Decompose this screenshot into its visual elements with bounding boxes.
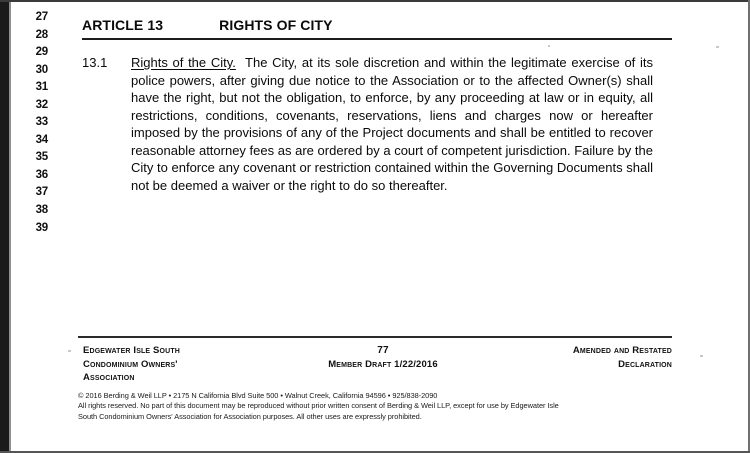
footer-association-name	[83, 344, 283, 385]
copyright-notice	[78, 391, 678, 422]
line-number-gutter	[16, 9, 48, 237]
section-run-in-heading: Rights of the City.	[131, 55, 236, 70]
footer-association-line: Condominium Owners'	[83, 358, 178, 370]
scan-speckle	[700, 355, 703, 357]
line-number: 37	[35, 186, 48, 199]
footer-divider-rule	[78, 336, 672, 338]
footer-document-title-line: Declaration	[618, 358, 672, 370]
heading-divider-rule	[82, 38, 672, 40]
line-number: 36	[35, 168, 48, 181]
footer-document-title-line: Amended and Restated	[572, 345, 672, 356]
line-number: 39	[35, 221, 48, 234]
footer-association-line: Association	[83, 372, 135, 383]
footer-page-number: 77	[377, 345, 389, 356]
scan-edge-top	[0, 0, 750, 2]
line-number: 33	[35, 116, 48, 129]
line-number: 29	[35, 46, 48, 59]
footer-block	[78, 344, 672, 388]
section-body	[131, 54, 653, 194]
scan-speckle	[68, 350, 71, 352]
article-label: ARTICLE 13	[82, 17, 164, 33]
copyright-line: All rights reserved. No part of this document may be reproduced without prior written consent of Berding & Weil LLP, except for use by Edgewater Isle	[78, 401, 559, 411]
scan-speckle	[716, 46, 719, 48]
line-number: 34	[35, 133, 48, 146]
section-number: 13.1	[82, 55, 108, 70]
line-number: 38	[35, 204, 48, 217]
footer-draft-label: Member Draft 1/22/2016	[328, 358, 438, 370]
section-body-text: The City, at its sole discretion and within the legitimate exercise of its police powers, after giving due notice to the Association or to the affected Owner(s) shall have the right, but not the obligation, to enforce, by any proceeding at law or in equity, all restrictions, conditions, covenants, reservations, liens and charges now or hereafter imposed by the provisions of any of the Project documents and shall be entitled to recover reasonable attorney fees as are ordered by a court of competent jurisdiction. Failure by the City to enforce any covenant or restriction contained within the Governing Documents shall not be deemed a waiver or the right to do so thereafter.	[131, 55, 653, 193]
line-number: 31	[35, 81, 48, 94]
line-number: 32	[35, 98, 48, 111]
footer-page-info	[288, 344, 478, 371]
scan-edge-left	[0, 0, 9, 453]
line-number: 30	[35, 63, 48, 76]
line-number: 35	[35, 151, 48, 164]
copyright-line: South Condominium Owners' Association for Association purposes. All other uses are expressly prohibited.	[78, 411, 422, 421]
copyright-line: © 2016 Berding & Weil LLP • 2175 N California Blvd Suite 500 • Walnut Creek, California 94596 • 925/838-2090	[78, 391, 438, 400]
line-number: 27	[35, 11, 48, 23]
article-title: RIGHTS OF CITY	[219, 17, 333, 33]
section-paragraph	[82, 54, 653, 194]
line-number: 28	[35, 28, 48, 41]
article-heading	[82, 17, 672, 37]
footer-association-line: Edgewater Isle South	[83, 345, 180, 356]
scan-speckle	[548, 45, 550, 47]
scan-edge-left-inner	[9, 0, 11, 453]
footer-document-title	[482, 344, 672, 371]
